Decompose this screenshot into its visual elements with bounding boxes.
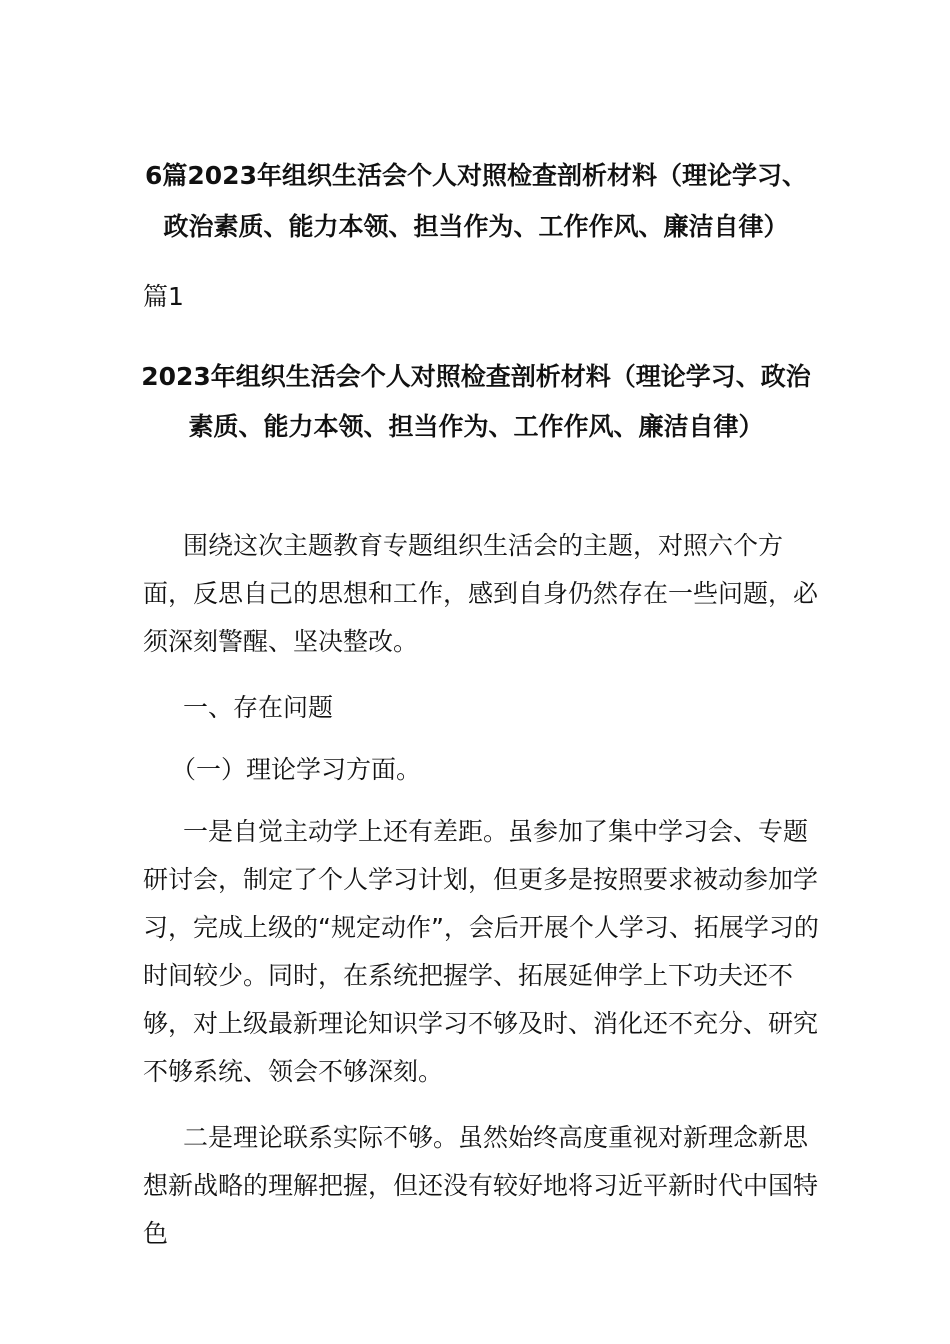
document-subtitle: 2023年组织生活会个人对照检查剖析材料（理论学习、政治素质、能力本领、担当作为、工作作风、廉洁自律） xyxy=(141,362,811,441)
section-heading-problems: 一、存在问题 xyxy=(183,693,334,722)
intro-paragraph: 围绕这次主题教育专题组织生活会的主题，对照六个方面，反思自己的思想和工作，感到自身仍然存在一些问题，必须深刻警醒、坚决整改。 xyxy=(143,531,819,656)
document-title: 6篇2023年组织生活会个人对照检查剖析材料（理论学习、政治素质、能力本领、担当作为、工作作风、廉洁自律） xyxy=(145,161,807,241)
point-one-paragraph: 一是自觉主动学上还有差距。虽参加了集中学习会、专题研讨会，制定了个人学习计划，但更多是按照要求被动参加学习，完成上级的“规定动作”，会后开展个人学习、拓展学习的时间较少。同时，在系统把握学、拓展延伸学上下功夫还不够，对上级最新理论知识学习不够及时、消化还不充分、研究不够系统、领会不够深刻。 xyxy=(143,817,819,1086)
point-two-paragraph: 二是理论联系实际不够。虽然始终高度重视对新理念新思想新战略的理解把握，但还没有较好地将习近平新时代中国特色 xyxy=(143,1123,819,1248)
subsection-heading-theory-study: （一）理论学习方面。 xyxy=(171,755,422,784)
section-label: 篇1 xyxy=(143,282,184,311)
